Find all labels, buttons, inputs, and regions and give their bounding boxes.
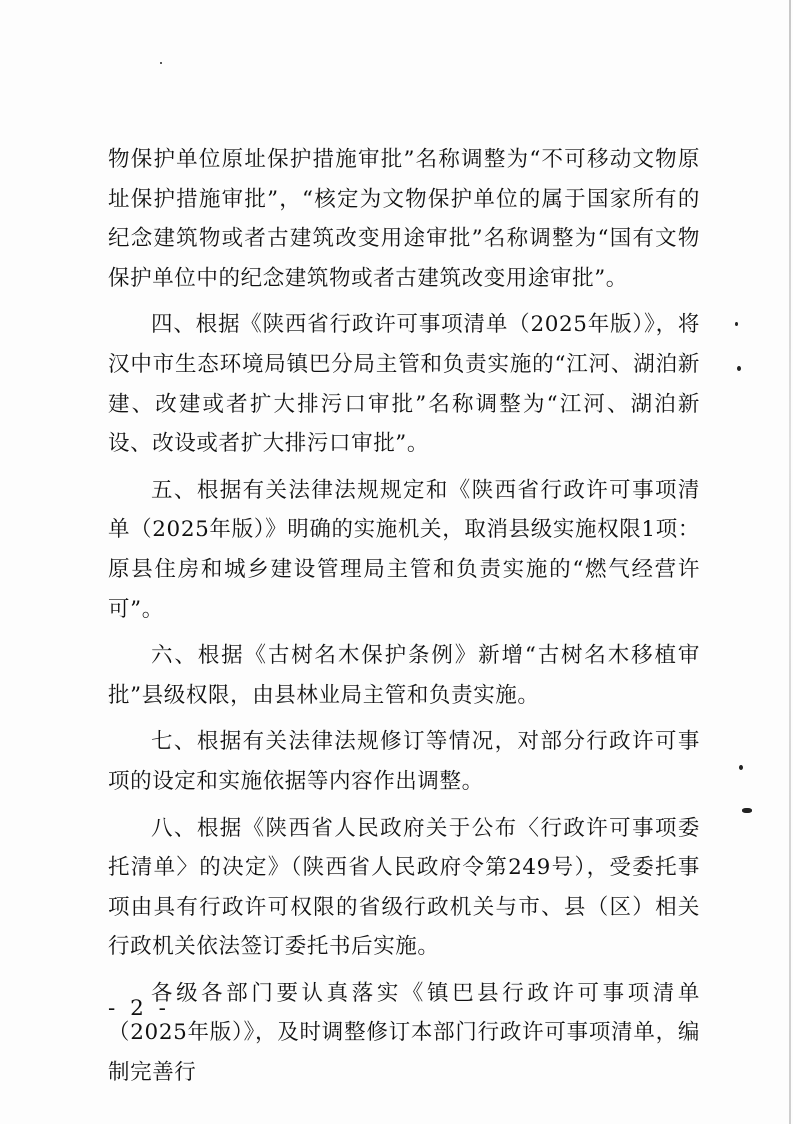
- scan-speck: [735, 322, 738, 326]
- scan-edge: [789, 0, 791, 1124]
- document-body: [108, 140, 700, 1100]
- paragraph-item-5: 五、根据有关法律法规规定和《陕西省行政许可事项清单（2025年版）》明确的实施机关，取消县级实施权限1项：原县住房和城乡建设管理局主管和负责实施的“燃气经营许可”。: [108, 477, 700, 622]
- paragraph-item-8: 八、根据《陕西省人民政府关于公布〈行政许可事项委托清单〉的决定》（陕西省人民政府令第249号），受委托事项由具有行政许可权限的省级行政机关与市、县（区）相关行政机关依法签订委托书后实施。: [108, 815, 700, 960]
- scan-speck: [737, 366, 741, 371]
- scan-speck: [739, 765, 743, 770]
- paragraph-item-6: 六、根据《古树名木保护条例》新增“古树名木移植审批”县级权限，由县林业局主管和负责实施。: [108, 643, 700, 708]
- paragraph-item-4: 四、根据《陕西省行政许可事项清单（2025年版）》，将汉中市生态环境局镇巴分局主管和负责实施的“江河、湖泊新建、改建或者扩大排污口审批”名称调整为“江河、湖泊新设、改设或者扩大排污口审批”。: [108, 312, 700, 457]
- page-number: - 2 -: [108, 996, 170, 1021]
- scan-speck: [742, 808, 752, 813]
- scan-speck: [160, 62, 162, 64]
- paragraph-item-7: 七、根据有关法律法规修订等情况，对部分行政许可事项的设定和实施依据等内容作出调整。: [108, 729, 700, 794]
- paragraph-closing: 各级各部门要认真落实《镇巴县行政许可事项清单（2025年版）》，及时调整修订本部门行政许可事项清单，编制完善行: [108, 980, 700, 1086]
- paragraph-continued: 物保护单位原址保护措施审批”名称调整为“不可移动文物原址保护措施审批”，“核定为文物保护单位的属于国家所有的纪念建筑物或者古建筑改变用途审批”名称调整为“国有文物保护单位中的纪念建筑物或者古建筑改变用途审批”。: [108, 147, 700, 291]
